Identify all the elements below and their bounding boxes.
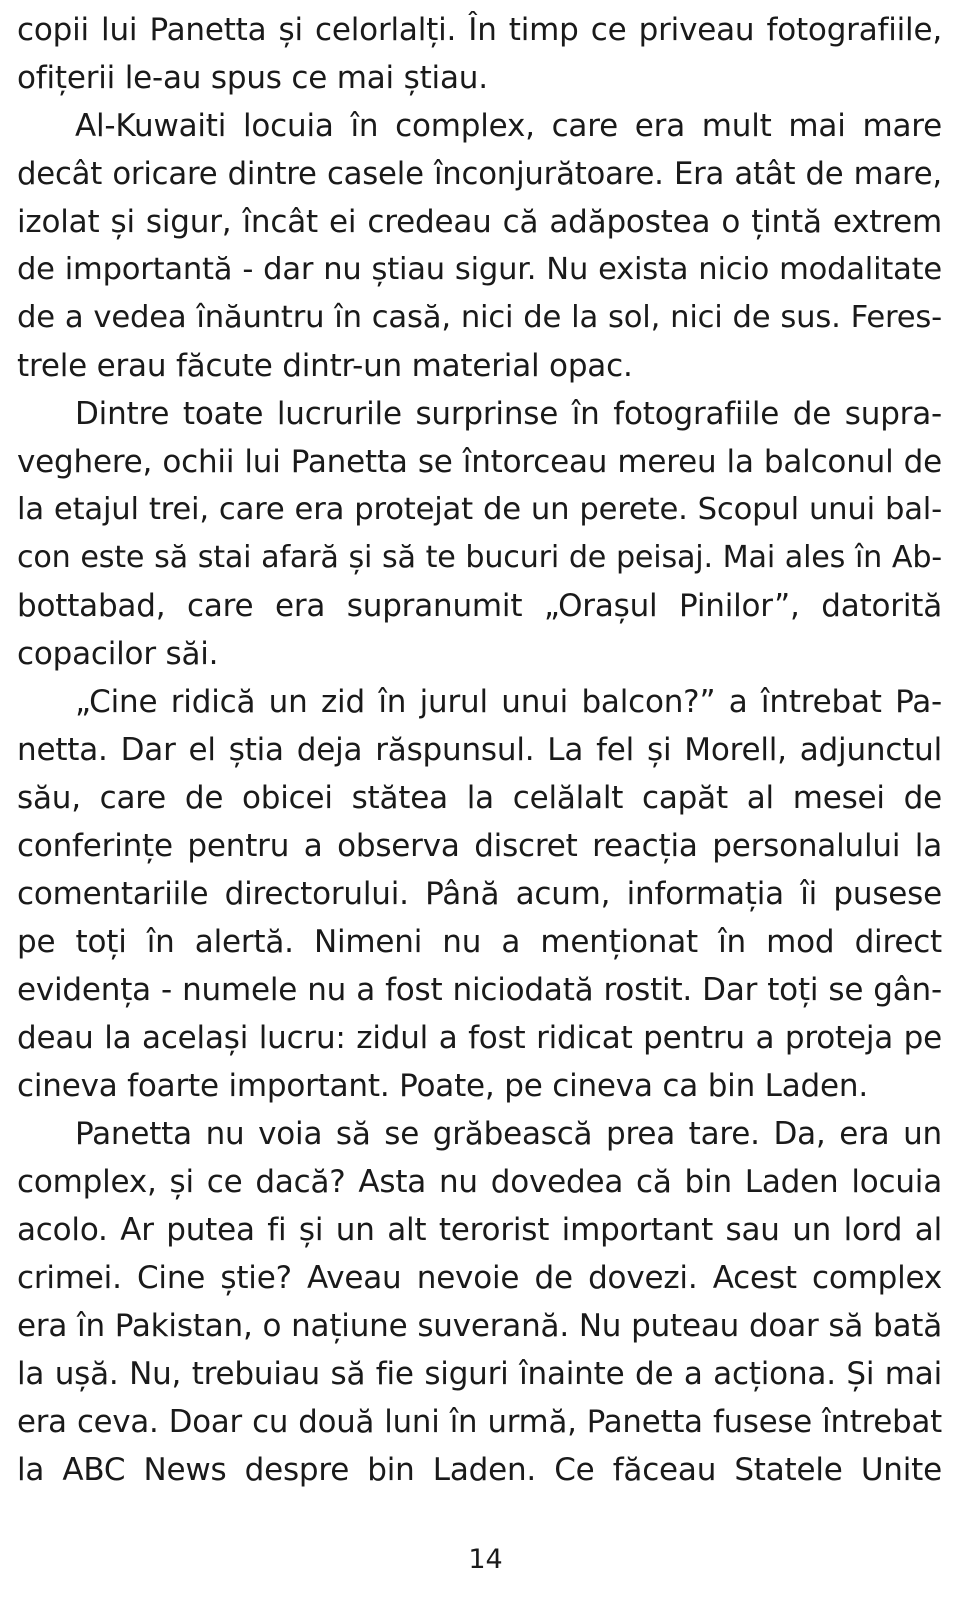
text-line: Panetta nu voia să se grăbească prea tare. Da, era un [75, 1116, 942, 1152]
book-page [17, 0, 959, 1600]
text-line: conferințe pentru a observa discret reacția personalului la [17, 828, 942, 864]
text-line: veghere, ochii lui Panetta se întorceau mereu la balconul de [17, 444, 942, 480]
text-line: pe toți în alertă. Nimeni nu a menționat în mod direct [17, 924, 942, 960]
text-line: „Cine ridică un zid în jurul unui balcon?” a întrebat Pa- [75, 684, 942, 720]
text-line: la etajul trei, care era protejat de un perete. Scopul unui bal- [17, 492, 942, 527]
text-line: copacilor săi. [17, 636, 219, 672]
text-line: la ușă. Nu, trebuiau să fie siguri înainte de a acționa. Și mai [17, 1356, 942, 1392]
text-line: netta. Dar el știa deja răspunsul. La fel și Morell, adjunctul [17, 732, 942, 768]
text-line: cineva foarte important. Poate, pe cineva ca bin Laden. [17, 1068, 869, 1104]
text-line: Dintre toate lucrurile surprinse în fotografiile de supra- [75, 396, 942, 432]
text-line: era ceva. Doar cu două luni în urmă, Panetta fusese întrebat [17, 1404, 942, 1440]
text-line: copii lui Panetta și celorlalți. În timp ce priveau fotografiile, [17, 12, 942, 48]
text-line: de importantă - dar nu știau sigur. Nu exista nicio modalitate [17, 252, 942, 287]
text-line: crimei. Cine știe? Aveau nevoie de dovezi. Acest complex [17, 1260, 942, 1296]
text-line: comentariile directorului. Până acum, informația îi pusese [17, 876, 942, 912]
text-line: decât oricare dintre casele înconjurătoare. Era atât de mare, [17, 156, 942, 192]
text-line: era în Pakistan, o națiune suverană. Nu puteau doar să bată [17, 1308, 942, 1344]
text-line: Al-Kuwaiti locuia în complex, care era mult mai mare [75, 108, 942, 144]
page-number: 14 [468, 1544, 503, 1575]
text-line: bottabad, care era supranumit „Orașul Pinilor”, datorită [17, 588, 942, 624]
text-line: său, care de obicei stătea la celălalt capăt al mesei de [17, 780, 942, 816]
text-line: de a vedea înăuntru în casă, nici de la sol, nici de sus. Feres- [17, 300, 942, 335]
text-line: acolo. Ar putea fi și un alt terorist important sau un lord al [17, 1212, 942, 1248]
text-line: deau la același lucru: zidul a fost ridicat pentru a proteja pe [17, 1020, 942, 1056]
text-line: ofițerii le-au spus ce mai știau. [17, 60, 488, 96]
text-line: con este să stai afară și să te bucuri de peisaj. Mai ales în Ab- [17, 540, 942, 575]
text-line: complex, și ce dacă? Asta nu dovedea că bin Laden locuia [17, 1164, 942, 1200]
text-line: trele erau făcute dintr-un material opac. [17, 348, 633, 384]
text-line: evidența - numele nu a fost niciodată rostit. Dar toți se gân- [17, 972, 942, 1008]
text-line: la ABC News despre bin Laden. Ce făceau Statele Unite [17, 1452, 942, 1488]
text-line: izolat și sigur, încât ei credeau că adăpostea o țintă extrem [17, 204, 942, 240]
